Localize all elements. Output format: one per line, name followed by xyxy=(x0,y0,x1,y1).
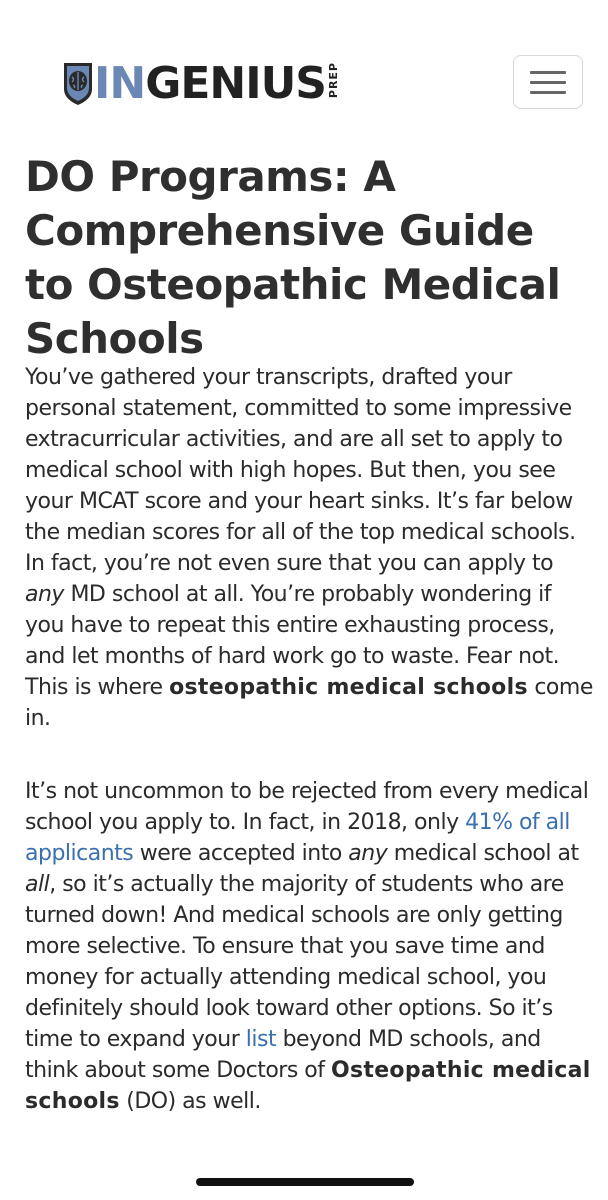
logo-wordmark xyxy=(94,56,339,112)
emphasis-any: any xyxy=(348,841,388,866)
site-header xyxy=(0,0,608,140)
text: (DO) as well. xyxy=(119,1089,261,1114)
text: , so it’s actually the majority of students who are turned down! And medical schools are only getting more selective. To ensure that you save time and money for actually attending medical school, you definitely should look toward other options. So it’s time to expand your xyxy=(25,872,564,1052)
page-title: DO Programs: A Comprehensive Guide to Osteopathic Medical Schools xyxy=(25,152,561,363)
text: It’s not uncommon to be rejected from every medical school you apply to. In fact, in 2018, only xyxy=(25,779,589,835)
school-list-link[interactable]: list xyxy=(245,1027,277,1052)
intro-paragraph xyxy=(25,362,595,734)
logo-genius: GENIUS xyxy=(145,58,326,109)
hamburger-icon-bar xyxy=(530,91,566,94)
hamburger-menu-button[interactable] xyxy=(513,55,583,109)
applicants-statistic-link[interactable]: 41% of all applicants xyxy=(25,810,570,866)
bold-osteopathic-medical-schools: osteopathic medical schools xyxy=(169,675,528,700)
logo-prep: PREP xyxy=(327,61,340,98)
ingenius-prep-logo[interactable] xyxy=(62,56,339,112)
text: were accepted into xyxy=(133,841,349,866)
text: You’ve gathered your transcripts, drafted your personal statement, committed to some impressive extracurricular activities, and are all set to apply to medical school with high hopes. But then, you see your MCAT score and your heart sinks. It’s far below the median scores for all of the top medical schools. In fact, you’re not even sure that you can apply to xyxy=(25,365,576,576)
text: beyond MD schools, and think about some Doctors of xyxy=(25,1027,541,1083)
text: medical school at xyxy=(387,841,579,866)
hamburger-icon-bar xyxy=(530,81,566,84)
emphasis-any: any xyxy=(25,582,64,607)
brain-shield-icon xyxy=(62,61,94,107)
text: MD school at all. You’re probably wondering if you have to repeat this entire exhausting process, and let months of hard work go to waste. Fear not. This is where xyxy=(25,582,560,700)
logo-in: IN xyxy=(94,58,146,109)
emphasis-all: all xyxy=(25,872,50,897)
home-indicator[interactable] xyxy=(196,1178,414,1186)
bold-osteopathic-medical-schools: Osteopathic medical schools xyxy=(25,1058,591,1114)
text: come in. xyxy=(25,675,593,731)
second-paragraph xyxy=(25,776,595,1117)
hamburger-icon xyxy=(530,71,566,74)
